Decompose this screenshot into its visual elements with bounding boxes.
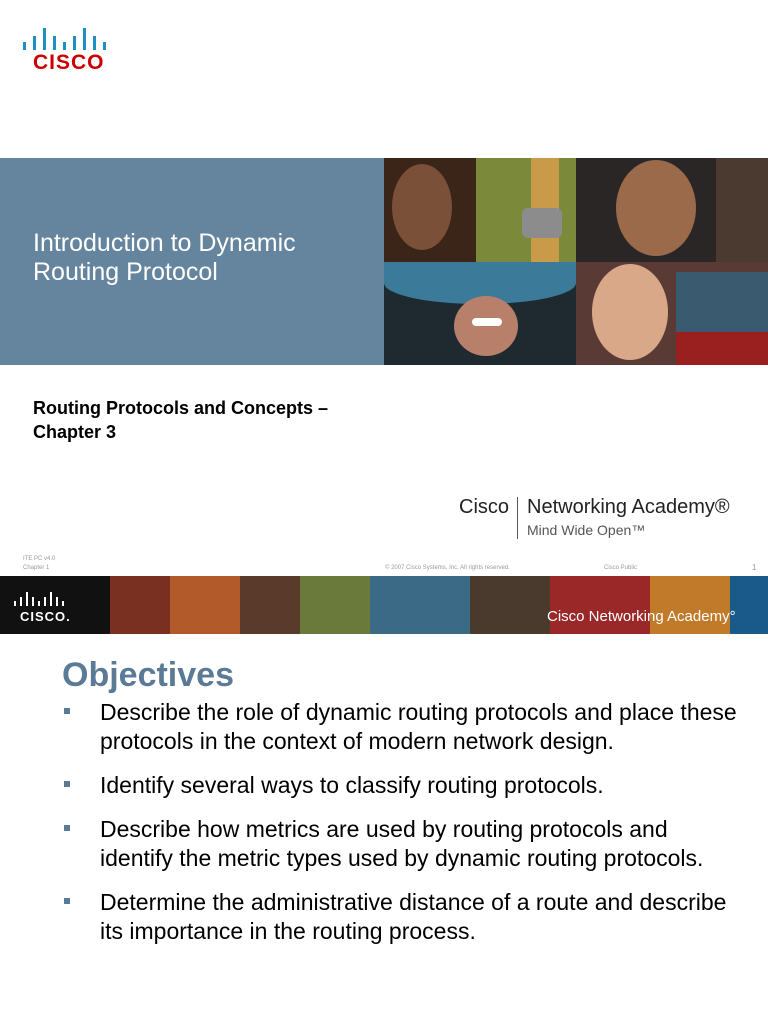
banner-photo (300, 576, 370, 634)
objectives-slide (0, 576, 768, 1024)
photo-smiling-woman (576, 262, 768, 365)
cisco-logo-text: CISCO (33, 51, 105, 74)
cisco-logo-bars-icon (23, 24, 117, 50)
footer-classification: Cisco Public (604, 565, 638, 571)
academy-logo-name: Networking Academy® (527, 496, 730, 518)
footer-copyright: © 2007 Cisco Systems, Inc. All rights reserved. (385, 565, 510, 571)
list-item (62, 815, 742, 873)
photo-man (384, 158, 476, 262)
slide-subtitle: Routing Protocols and Concepts – Chapter 3 (33, 398, 329, 442)
list-item-text: Determine the administrative distance of a route and describe its importance in the routing process. (100, 889, 727, 944)
academy-logo-cisco: Cisco (459, 496, 510, 518)
bullet-square-icon (64, 898, 70, 904)
photo-young-man (576, 158, 768, 262)
banner-photo (650, 576, 730, 634)
banner-photo (170, 576, 240, 634)
banner-photo (470, 576, 550, 634)
list-item-text: Describe the role of dynamic routing protocols and place these protocols in the context of modern network design. (100, 699, 737, 754)
banner-cisco-bars-icon (14, 592, 70, 606)
photo-collage (384, 158, 768, 365)
list-item (62, 698, 742, 756)
header-banner (0, 576, 768, 634)
list-item-text: Identify several ways to classify routing protocols. (100, 772, 604, 798)
academy-logo-tagline: Mind Wide Open™ (527, 522, 646, 538)
photo-skateboard (476, 158, 576, 262)
list-item-text: Describe how metrics are used by routing protocols and identify the metric types used by dynamic routing protocols. (100, 816, 704, 871)
photo-hooded-girl (384, 262, 576, 365)
banner-photo (240, 576, 300, 634)
bullet-square-icon (64, 825, 70, 831)
banner-photo (550, 576, 650, 634)
banner-cisco-logo-text: CISCO. (20, 609, 71, 624)
objectives-title: Objectives (62, 656, 234, 694)
banner-photo (110, 576, 170, 634)
footer-course: ITE PC v4.0 (23, 556, 56, 562)
list-item (62, 888, 742, 946)
bullet-square-icon (64, 708, 70, 714)
slide-title: Introduction to Dynamic Routing Protocol (33, 229, 296, 286)
list-item (62, 771, 742, 800)
objectives-list (62, 698, 742, 961)
academy-logo-divider (517, 497, 518, 539)
banner-photo (370, 576, 470, 634)
bullet-square-icon (64, 781, 70, 787)
footer-chapter: Chapter 1 (23, 565, 50, 571)
banner-academy-text: Cisco Networking Academy° (547, 608, 736, 625)
banner-photo (730, 576, 768, 634)
footer-page-number: 1 (752, 563, 757, 572)
